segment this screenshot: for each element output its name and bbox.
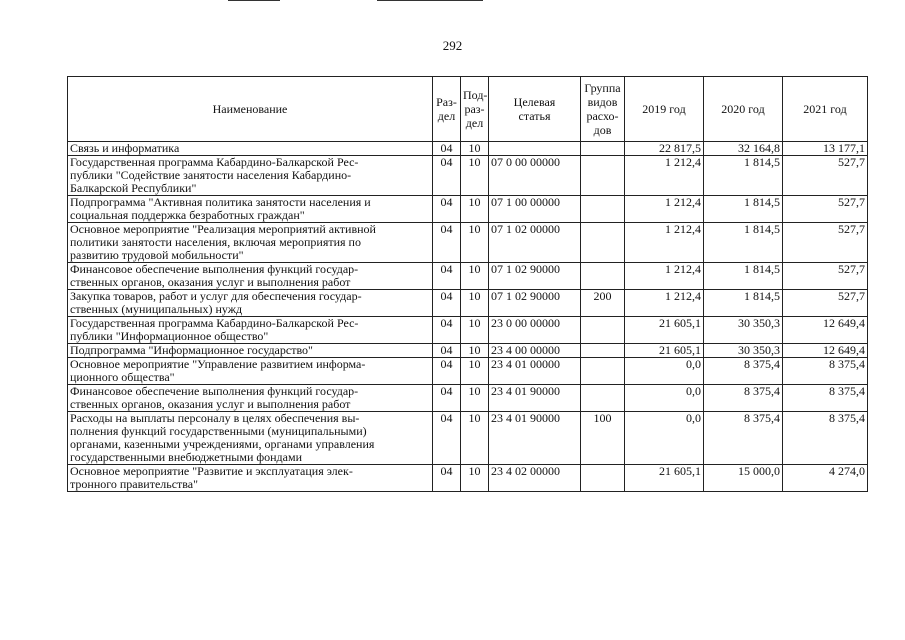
- table-row: [68, 317, 868, 344]
- table-row: [68, 142, 868, 156]
- row-value-2020: 1 814,5: [704, 263, 783, 290]
- row-value-2021: 527,7: [783, 223, 868, 263]
- row-name: Связь и информатика: [68, 142, 433, 156]
- row-subsection: 10: [461, 317, 489, 344]
- row-target-article: 23 4 01 90000: [489, 412, 581, 465]
- table-header-row: [68, 77, 868, 142]
- row-expense-group: [581, 223, 625, 263]
- row-value-2020: 1 814,5: [704, 223, 783, 263]
- row-value-2021: 527,7: [783, 156, 868, 196]
- row-value-2021: 8 375,4: [783, 412, 868, 465]
- row-expense-group: 100: [581, 412, 625, 465]
- row-expense-group: [581, 358, 625, 385]
- row-expense-group: [581, 156, 625, 196]
- row-section: 04: [433, 465, 461, 492]
- header-section: Раз- дел: [433, 77, 461, 142]
- row-target-article: [489, 142, 581, 156]
- table-row: [68, 263, 868, 290]
- table-row: [68, 385, 868, 412]
- table-row: [68, 344, 868, 358]
- top-edge-mark: [228, 0, 280, 1]
- row-section: 04: [433, 223, 461, 263]
- row-value-2019: 22 817,5: [625, 142, 704, 156]
- row-value-2019: 1 212,4: [625, 223, 704, 263]
- row-subsection: 10: [461, 196, 489, 223]
- row-section: 04: [433, 156, 461, 196]
- row-target-article: 07 1 02 90000: [489, 290, 581, 317]
- row-value-2021: 12 649,4: [783, 344, 868, 358]
- table-row: [68, 196, 868, 223]
- row-name: Подпрограмма "Информационное государство": [68, 344, 433, 358]
- table-row: [68, 412, 868, 465]
- row-target-article: 23 0 00 00000: [489, 317, 581, 344]
- row-value-2020: 8 375,4: [704, 358, 783, 385]
- row-expense-group: [581, 142, 625, 156]
- row-value-2020: 32 164,8: [704, 142, 783, 156]
- table-row: [68, 156, 868, 196]
- row-target-article: 23 4 02 00000: [489, 465, 581, 492]
- row-target-article: 23 4 00 00000: [489, 344, 581, 358]
- row-value-2020: 8 375,4: [704, 412, 783, 465]
- row-value-2020: 15 000,0: [704, 465, 783, 492]
- row-subsection: 10: [461, 385, 489, 412]
- row-expense-group: [581, 263, 625, 290]
- row-value-2019: 1 212,4: [625, 156, 704, 196]
- row-value-2021: 8 375,4: [783, 358, 868, 385]
- row-value-2019: 0,0: [625, 385, 704, 412]
- row-section: 04: [433, 358, 461, 385]
- header-2020: 2020 год: [704, 77, 783, 142]
- row-name: Основное мероприятие "Управление развитием информа- ционного общества": [68, 358, 433, 385]
- row-subsection: 10: [461, 263, 489, 290]
- row-subsection: 10: [461, 412, 489, 465]
- row-value-2019: 0,0: [625, 412, 704, 465]
- row-target-article: 23 4 01 00000: [489, 358, 581, 385]
- row-value-2020: 1 814,5: [704, 196, 783, 223]
- row-value-2021: 4 274,0: [783, 465, 868, 492]
- row-value-2019: 0,0: [625, 358, 704, 385]
- row-target-article: 07 1 02 90000: [489, 263, 581, 290]
- row-name: Государственная программа Кабардино-Балкарской Рес- публики "Информационное общество": [68, 317, 433, 344]
- row-subsection: 10: [461, 156, 489, 196]
- top-edge-mark: [377, 0, 483, 1]
- row-subsection: 10: [461, 465, 489, 492]
- header-subsection: Под- раз- дел: [461, 77, 489, 142]
- row-section: 04: [433, 142, 461, 156]
- row-name: Основное мероприятие "Реализация мероприятий активной политики занятости населения, включая мероприятия по развитию трудовой мобильности": [68, 223, 433, 263]
- row-target-article: 07 1 02 00000: [489, 223, 581, 263]
- budget-table: [67, 76, 868, 492]
- row-value-2020: 30 350,3: [704, 317, 783, 344]
- row-subsection: 10: [461, 290, 489, 317]
- row-value-2019: 21 605,1: [625, 317, 704, 344]
- row-value-2020: 8 375,4: [704, 385, 783, 412]
- row-expense-group: [581, 344, 625, 358]
- row-target-article: 07 0 00 00000: [489, 156, 581, 196]
- row-section: 04: [433, 412, 461, 465]
- row-subsection: 10: [461, 223, 489, 263]
- row-value-2021: 527,7: [783, 290, 868, 317]
- row-target-article: 23 4 01 90000: [489, 385, 581, 412]
- header-2021: 2021 год: [783, 77, 868, 142]
- row-value-2019: 1 212,4: [625, 196, 704, 223]
- row-section: 04: [433, 317, 461, 344]
- table-row: [68, 223, 868, 263]
- row-value-2019: 1 212,4: [625, 290, 704, 317]
- row-value-2019: 21 605,1: [625, 465, 704, 492]
- row-name: Закупка товаров, работ и услуг для обеспечения государ- ственных (муниципальных) нужд: [68, 290, 433, 317]
- row-section: 04: [433, 263, 461, 290]
- row-name: Расходы на выплаты персоналу в целях обеспечения вы- полнения функций государственными (муниципальными) органами, казенными учреждениями, органами управления государственными внебюджетными фондами: [68, 412, 433, 465]
- header-2019: 2019 год: [625, 77, 704, 142]
- row-section: 04: [433, 196, 461, 223]
- header-target-article: Целевая статья: [489, 77, 581, 142]
- row-subsection: 10: [461, 142, 489, 156]
- row-subsection: 10: [461, 344, 489, 358]
- row-value-2021: 12 649,4: [783, 317, 868, 344]
- row-value-2021: 13 177,1: [783, 142, 868, 156]
- header-expense-group: Группа видов расхо- дов: [581, 77, 625, 142]
- table-row: [68, 465, 868, 492]
- row-value-2019: 1 212,4: [625, 263, 704, 290]
- row-section: 04: [433, 290, 461, 317]
- row-name: Основное мероприятие "Развитие и эксплуатация элек- тронного правительства": [68, 465, 433, 492]
- row-value-2019: 21 605,1: [625, 344, 704, 358]
- row-subsection: 10: [461, 358, 489, 385]
- row-value-2020: 1 814,5: [704, 156, 783, 196]
- row-section: 04: [433, 344, 461, 358]
- row-value-2020: 30 350,3: [704, 344, 783, 358]
- page-number: 292: [442, 38, 463, 53]
- row-value-2021: 8 375,4: [783, 385, 868, 412]
- row-value-2021: 527,7: [783, 263, 868, 290]
- table-row: [68, 358, 868, 385]
- row-target-article: 07 1 00 00000: [489, 196, 581, 223]
- row-name: Финансовое обеспечение выполнения функций государ- ственных органов, оказания услуг и выполнения работ: [68, 385, 433, 412]
- table-row: [68, 290, 868, 317]
- row-value-2021: 527,7: [783, 196, 868, 223]
- row-name: Подпрограмма "Активная политика занятости населения и социальная поддержка безработных граждан": [68, 196, 433, 223]
- row-name: Финансовое обеспечение выполнения функций государ- ственных органов, оказания услуг и выполнения работ: [68, 263, 433, 290]
- row-expense-group: [581, 317, 625, 344]
- row-section: 04: [433, 385, 461, 412]
- header-name: Наименование: [68, 77, 433, 142]
- row-expense-group: 200: [581, 290, 625, 317]
- row-expense-group: [581, 465, 625, 492]
- row-value-2020: 1 814,5: [704, 290, 783, 317]
- row-name: Государственная программа Кабардино-Балкарской Рес- публики "Содействие занятости населения Кабардино- Балкарской Республики": [68, 156, 433, 196]
- row-expense-group: [581, 196, 625, 223]
- row-expense-group: [581, 385, 625, 412]
